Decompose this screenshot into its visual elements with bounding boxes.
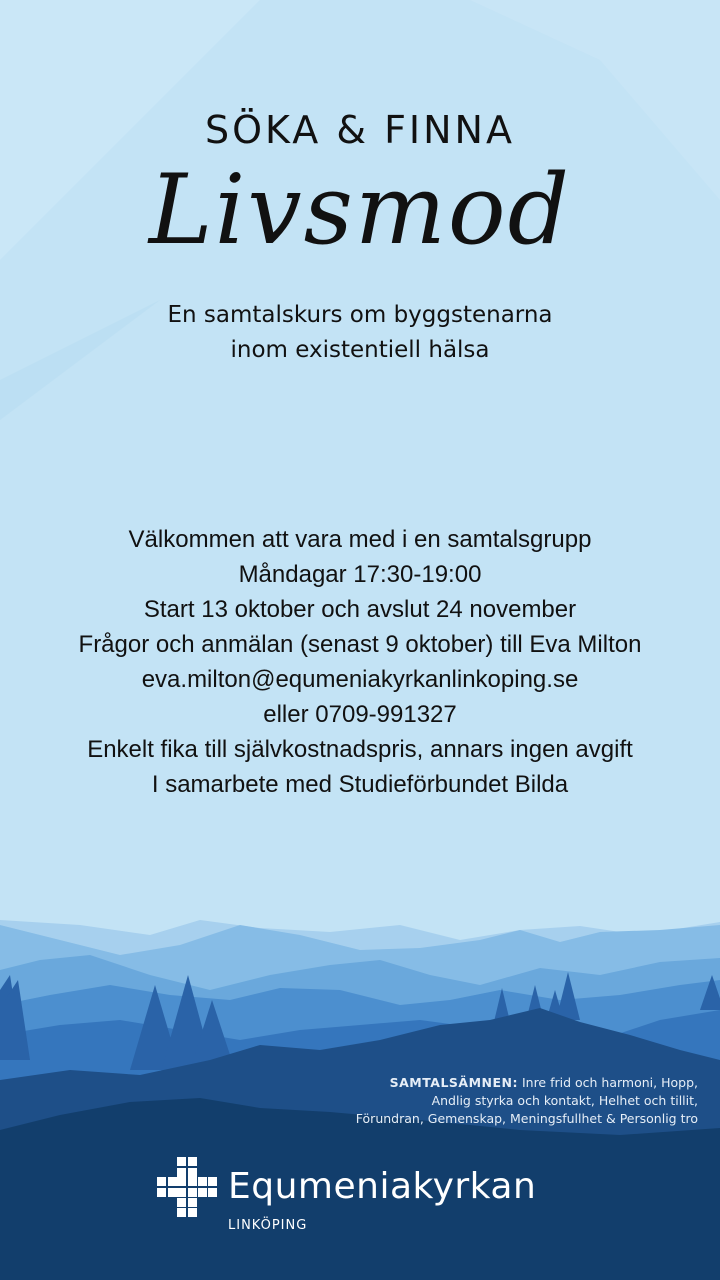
info-phone: eller 0709-991327	[263, 701, 457, 728]
topics-block	[278, 1074, 698, 1128]
subtitle-line: En samtalskurs om byggstenarna	[167, 302, 553, 328]
topics-line: Andlig styrka och kontakt, Helhet och tillit,	[431, 1093, 698, 1108]
script-title: Livsmod	[148, 154, 572, 266]
topics-line: Förundran, Gemenskap, Meningsfullhet & Personlig tro	[355, 1111, 698, 1126]
info-registration: Frågor och anmälan (senast 9 oktober) till Eva Milton	[78, 631, 642, 658]
cross-icon	[156, 1156, 218, 1218]
info-fika: Enkelt fika till självkostnadspris, annars ingen avgift	[87, 736, 633, 763]
subtitle	[0, 298, 720, 368]
kicker-text: SÖKA & FINNA	[205, 108, 515, 152]
topics-lead: SAMTALSÄMNEN:	[389, 1075, 518, 1090]
info-schedule: Måndagar 17:30-19:00	[238, 561, 482, 588]
church-logo	[156, 1156, 576, 1236]
subtitle-line: inom existentiell hälsa	[230, 337, 490, 363]
topics-text: Inre frid och harmoni, Hopp,	[517, 1075, 698, 1090]
info-email: eva.milton@equmeniakyrkanlinkoping.se	[141, 666, 579, 693]
topics-line	[278, 1074, 698, 1092]
info-dates: Start 13 oktober och avslut 24 november	[143, 596, 577, 623]
logo-city: LINKÖPING	[228, 1218, 308, 1233]
logo-name: Equmeniakyrkan	[228, 1166, 537, 1207]
info-welcome: Välkommen att vara med i en samtalsgrupp	[128, 526, 592, 553]
info-partner: I samarbete med Studieförbundet Bilda	[151, 771, 569, 798]
info-block	[0, 522, 720, 802]
